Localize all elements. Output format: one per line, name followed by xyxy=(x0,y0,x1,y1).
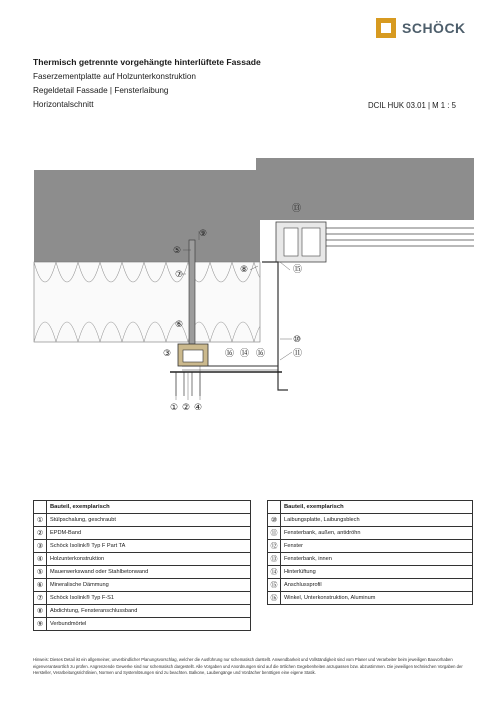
marker-9: ⑨ xyxy=(199,229,208,239)
marker-8: ⑧ xyxy=(240,265,249,275)
legend-row: ⑧ Abdichtung, Fensteranschlussband xyxy=(34,605,251,618)
legend-row: ⑨ Verbundmörtel xyxy=(34,618,251,631)
marker-11: ⑪ xyxy=(293,349,303,359)
legend-row: ⑭ Hinterlüftung xyxy=(268,566,473,579)
legend-row: ⑬ Fensterbank, innen xyxy=(268,553,473,566)
anchor-rod xyxy=(189,240,195,346)
legend-row: ⑯ Winkel, Unterkonstruktion, Aluminum xyxy=(268,592,473,605)
page-title: Thermisch getrennte vorgehängte hinterlüftete Fassade xyxy=(33,57,261,67)
marker-14: ⑭ xyxy=(240,349,250,359)
marker-13: ⑬ xyxy=(292,204,302,214)
legend-header: Bauteil, exemplarisch xyxy=(47,501,251,514)
legend-left xyxy=(33,500,251,631)
legend-row: ⑤ Mauerwerkswand oder Stahlbetonwand xyxy=(34,566,251,579)
legend-right xyxy=(267,500,473,605)
marker-6: ⑥ xyxy=(175,320,184,330)
legend-row: ⑪ Fensterbank, außen, antidröhn xyxy=(268,527,473,540)
subtitle-material: Faserzementplatte auf Holzunterkonstruktion xyxy=(33,72,196,81)
legend-row: ④ Holzunterkonstruktion xyxy=(34,553,251,566)
marker-4: ④ xyxy=(194,403,203,413)
legend-row: ⑩ Laibungsplatte, Laibungsblech xyxy=(268,514,473,527)
legend-header: Bauteil, exemplarisch xyxy=(281,501,473,514)
brand-name: SCHÖCK xyxy=(402,20,466,36)
legend-row: ② EPDM-Band xyxy=(34,527,251,540)
marker-16b: ⑯ xyxy=(256,349,266,359)
subtitle-detail: Regeldetail Fassade | Fensterlaibung xyxy=(33,86,169,95)
disclaimer-note: Hinweis: Dieses Detail ist ein allgemeiner, unverbindlicher Planungsvorschlag, welcher die Ausführung nur schematisch darstellt. Anwendbarkeit und Vollständigkeit sind vom Planer und Verarbeiter beim jeweiligen Bauvorhaben eigenverantwortlich zu prüfen. Angrenzende Gewerke sind nur schematisch dargestellt. Alle Vorgaben und Anordnungen sind auf die örtlichen Gegebenheiten anzupassen bzw. abzustimmen. Die jeweiligen technischen Vorgaben der Hersteller, Verarbeitungsrichtlinien, Normen und Systemlösungen sind zu beachten. Balkone, Laubengänge und Vordächer benötigen eine eigene Statik. xyxy=(33,657,463,675)
drawing-code: DCIL HUK 03.01 | M 1 : 5 xyxy=(368,101,456,110)
logo-mark-icon xyxy=(376,18,396,38)
brand-logo xyxy=(376,18,466,38)
legend-row: ⑫ Fenster xyxy=(268,540,473,553)
legend-row: ① Stülpschalung, geschraubt xyxy=(34,514,251,527)
wall-block xyxy=(34,170,260,262)
marker-3: ③ xyxy=(163,349,172,359)
marker-5: ⑤ xyxy=(173,246,182,256)
marker-15: ⑮ xyxy=(293,265,303,275)
marker-10: ⑩ xyxy=(293,335,302,345)
legend-row: ⑥ Mineralische Dämmung xyxy=(34,579,251,592)
subtitle-section: Horizontalschnitt xyxy=(33,100,94,109)
marker-7: ⑦ xyxy=(175,270,184,280)
marker-16a: ⑯ xyxy=(225,349,235,359)
marker-1: ① xyxy=(170,403,179,413)
section-drawing xyxy=(0,120,500,420)
legend-row: ⑮ Anschlussprofil xyxy=(268,579,473,592)
legend-row: ③ Schöck Isolink® Typ F Part TA xyxy=(34,540,251,553)
legend-row: ⑦ Schöck Isolink® Typ F-S1 xyxy=(34,592,251,605)
marker-2: ② xyxy=(182,403,191,413)
